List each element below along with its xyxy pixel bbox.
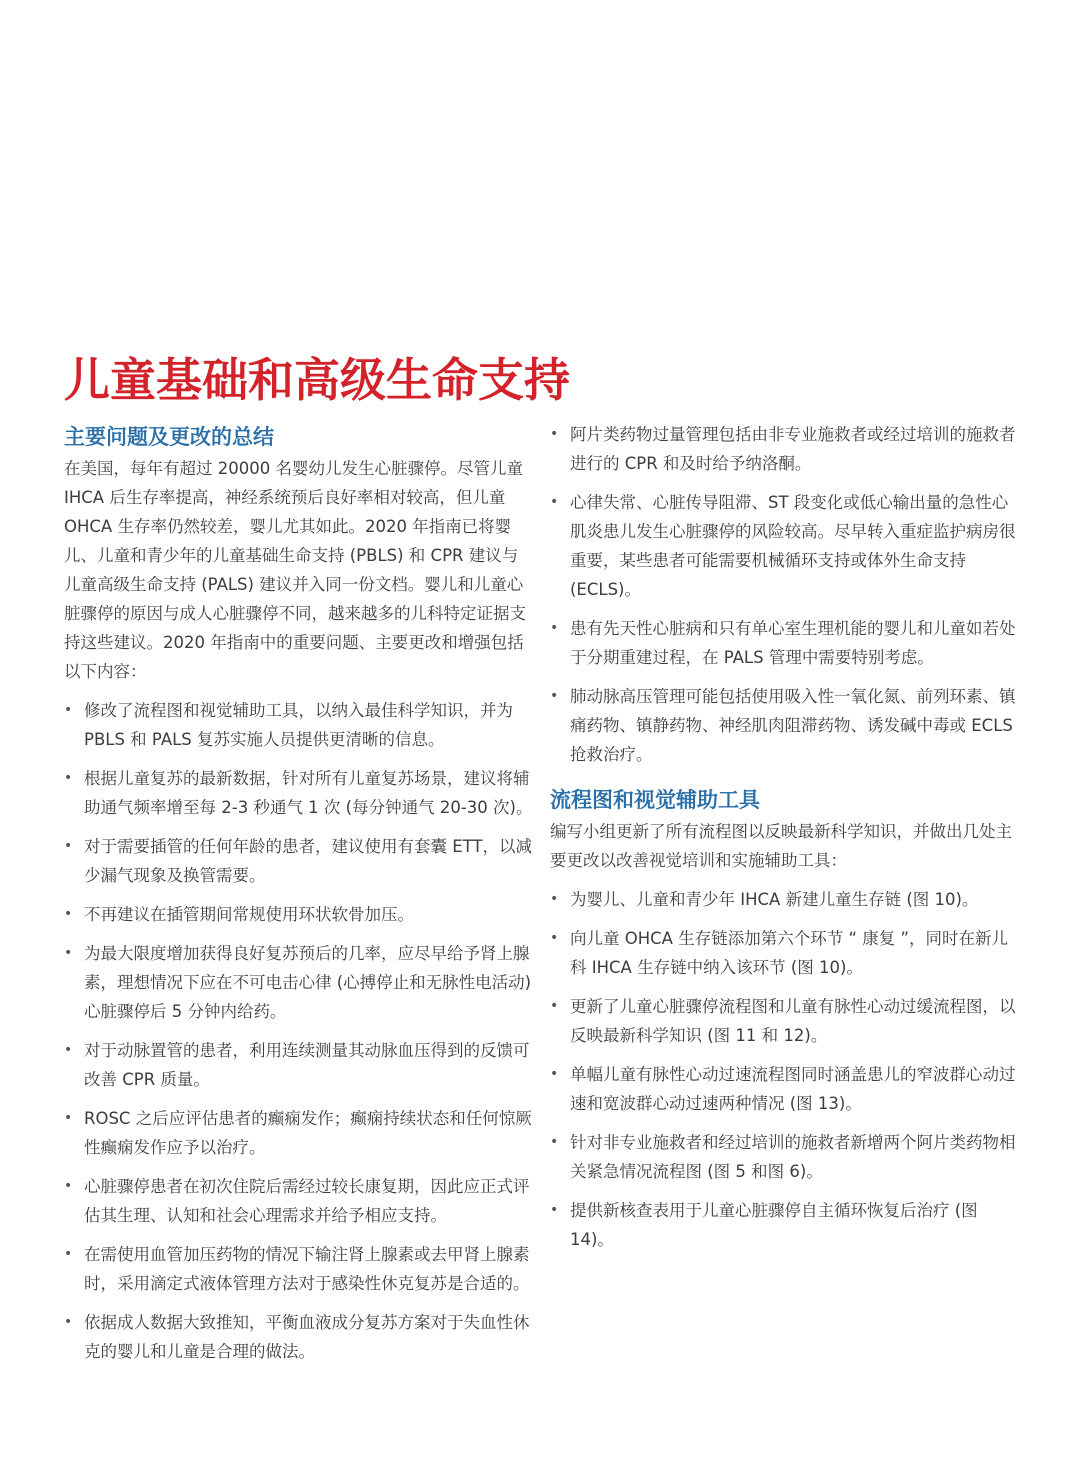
list-item-text: 依据成人数据大致推知，平衡血液成分复苏方案对于失血性休克的婴儿和儿童是合理的做法。 [84, 1313, 530, 1361]
list-item [64, 1104, 534, 1162]
bullet-icon: • [550, 1202, 559, 1218]
list-item-text: 提供新核查表用于儿童心脏骤停自主循环恢复后治疗 (图 14)。 [570, 1201, 978, 1249]
list-item [550, 1196, 1020, 1254]
section-heading-summary: 主要问题及更改的总结 [64, 425, 274, 449]
bullet-icon: • [550, 688, 559, 704]
flowcharts-intro-paragraph: 编写小组更新了所有流程图以反映最新科学知识，并做出几处主要更改以改善视觉培训和实施辅助工具： [550, 822, 1012, 870]
bullet-icon: • [550, 620, 559, 636]
list-item-text: 患有先天性心脏病和只有单心室生理机能的婴儿和儿童如若处于分期重建过程，在 PALS 管理中需要特别考虑。 [570, 619, 1016, 667]
list-item [64, 1308, 534, 1366]
list-item-text: 心律失常、心脏传导阻滞、ST 段变化或低心输出量的急性心肌炎患儿发生心脏骤停的风险较高。尽早转入重症监护病房很重要，某些患者可能需要机械循环支持或体外生命支持 (ECLS)。 [570, 493, 1016, 599]
list-item-text: 对于需要插管的任何年龄的患者，建议使用有套囊 ETT，以减少漏气现象及换管需要。 [84, 837, 533, 885]
list-item-text: 针对非专业施救者和经过培训的施救者新增两个阿片类药物相关紧急情况流程图 (图 5 和图 6)。 [570, 1133, 1016, 1181]
list-item-text: ROSC 之后应评估患者的癫痫发作；癫痫持续状态和任何惊厥性癫痫发作应予以治疗。 [84, 1109, 532, 1157]
list-item [550, 992, 1020, 1050]
list-item [64, 1172, 534, 1230]
bullet-icon: • [550, 1134, 559, 1150]
bullet-icon: • [550, 426, 559, 442]
list-item-text: 阿片类药物过量管理包括由非专业施救者或经过培训的施救者进行的 CPR 和及时给予纳洛酮。 [570, 425, 1016, 473]
list-item [64, 696, 534, 754]
list-item-text: 向儿童 OHCA 生存链添加第六个环节 “ 康复 ”，同时在新儿科 IHCA 生存链中纳入该环节 (图 10)。 [570, 929, 1009, 977]
list-item [64, 939, 534, 1026]
list-item [550, 924, 1020, 982]
right-column [550, 420, 1020, 1254]
list-item-text: 心脏骤停患者在初次住院后需经过较长康复期，因此应正式评估其生理、认知和社会心理需求并给予相应支持。 [84, 1177, 530, 1225]
left-column [64, 420, 534, 1366]
continued-bullet-list [550, 420, 1020, 769]
list-item [64, 832, 534, 890]
bullet-icon: • [550, 1066, 559, 1082]
list-item [64, 764, 534, 822]
section-heading-flowcharts: 流程图和视觉辅助工具 [550, 788, 760, 812]
bullet-icon: • [64, 702, 73, 718]
list-item-text: 根据儿童复苏的最新数据，针对所有儿童复苏场景，建议将辅助通气频率增至每 2-3 秒通气 1 次 (每分钟通气 20-30 次)。 [84, 769, 533, 817]
list-item-text: 为婴儿、儿童和青少年 IHCA 新建儿童生存链 (图 10)。 [570, 890, 979, 909]
list-item-text: 在需使用血管加压药物的情况下输注肾上腺素或去甲肾上腺素时，采用滴定式液体管理方法对于感染性休克复苏是合适的。 [84, 1245, 530, 1293]
bullet-icon: • [550, 998, 559, 1014]
bullet-icon: • [64, 1110, 73, 1126]
list-item [550, 420, 1020, 478]
list-item-text: 不再建议在插管期间常规使用环状软骨加压。 [84, 905, 414, 924]
list-item-text: 修改了流程图和视觉辅助工具，以纳入最佳科学知识，并为 PBLS 和 PALS 复苏实施人员提供更清晰的信息。 [84, 701, 513, 749]
list-item-text: 更新了儿童心脏骤停流程图和儿童有脉性心动过缓流程图，以反映最新科学知识 (图 11 和 12)。 [570, 997, 1016, 1045]
list-item [550, 885, 1020, 914]
bullet-icon: • [64, 1246, 73, 1262]
bullet-icon: • [550, 891, 559, 907]
bullet-icon: • [64, 945, 73, 961]
bullet-icon: • [64, 770, 73, 786]
page-title: 儿童基础和高级生命支持 [64, 353, 570, 407]
flowcharts-bullet-list [550, 885, 1020, 1254]
bullet-icon: • [64, 1178, 73, 1194]
bullet-icon: • [550, 494, 559, 510]
list-item [64, 1036, 534, 1094]
list-item [550, 614, 1020, 672]
bullet-icon: • [64, 1042, 73, 1058]
bullet-icon: • [64, 1314, 73, 1330]
list-item-text: 为最大限度增加获得良好复苏预后的几率，应尽早给予肾上腺素，理想情况下应在不可电击心律 (心搏停止和无脉性电活动) 心脏骤停后 5 分钟内给药。 [84, 944, 532, 1021]
list-item [64, 1240, 534, 1298]
list-item [550, 488, 1020, 604]
list-item [550, 682, 1020, 769]
bullet-icon: • [64, 906, 73, 922]
list-item-text: 对于动脉置管的患者，利用连续测量其动脉血压得到的反馈可改善 CPR 质量。 [84, 1041, 530, 1089]
list-item-text: 肺动脉高压管理可能包括使用吸入性一氧化氮、前列环素、镇痛药物、镇静药物、神经肌肉阻滞药物、诱发碱中毒或 ECLS 抢救治疗。 [570, 687, 1016, 764]
bullet-icon: • [550, 930, 559, 946]
bullet-icon: • [64, 838, 73, 854]
list-item [550, 1060, 1020, 1118]
summary-bullet-list [64, 696, 534, 1366]
list-item-text: 单幅儿童有脉性心动过速流程图同时涵盖患儿的窄波群心动过速和宽波群心动过速两种情况 (图 13)。 [570, 1065, 1016, 1113]
list-item [550, 1128, 1020, 1186]
list-item [64, 900, 534, 929]
intro-paragraph: 在美国，每年有超过 20000 名婴幼儿发生心脏骤停。尽管儿童 IHCA 后生存率提高，神经系统预后良好率相对较高，但儿童 OHCA 生存率仍然较差，婴儿尤其如此。2020 年指南已将婴儿、儿童和青少年的儿童基础生命支持 (PBLS) 和 CPR 建议与儿童高级生命支持 (PALS) 建议并入同一份文档。婴儿和儿童心脏骤停的原因与成人心脏骤停不同，越来越多的儿科特定证据支持这些建议。2020 年指南中的重要问题、主要更改和增强包括以下内容： [64, 459, 526, 681]
